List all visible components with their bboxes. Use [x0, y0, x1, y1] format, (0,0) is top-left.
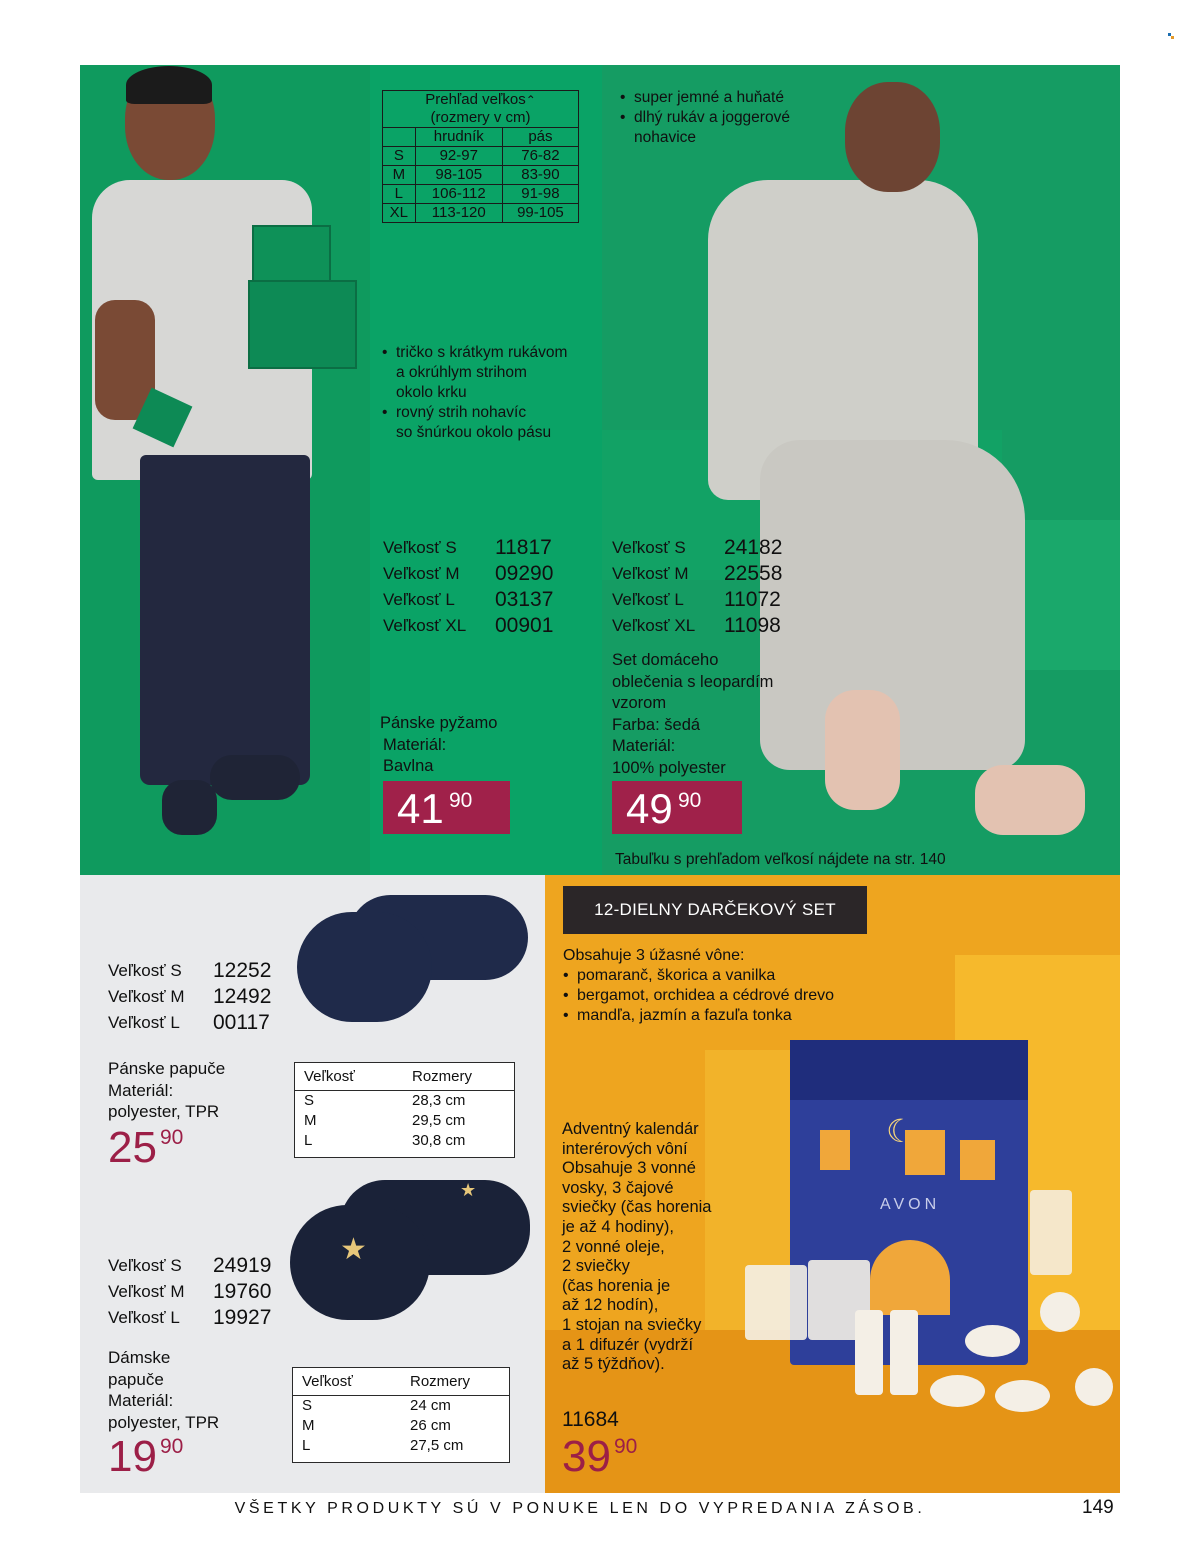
gift-box — [248, 280, 357, 369]
material-value: Bavlna — [383, 757, 434, 775]
dimension-row: S 24 cm — [302, 1397, 451, 1414]
material-label: Materiál: — [108, 1391, 174, 1410]
mens-slippers-dimensions: Veľkosť Rozmery S 28,3 cm M 29,5 cm L 30,8 cm — [294, 1062, 515, 1158]
mens-slippers-codes — [108, 958, 271, 1036]
dimension-row: M 29,5 cm — [304, 1112, 466, 1129]
oil-bottle — [855, 1310, 883, 1395]
moon-icon: ☾ — [886, 1113, 915, 1149]
size-chart-subtitle: (rozmery v cm) — [383, 109, 579, 128]
material-label: Materiál: — [108, 1080, 174, 1100]
product-name: vzorom — [612, 694, 667, 712]
size-chart-waist-header: pás — [502, 128, 578, 147]
product-color: Farba: šedá — [612, 715, 701, 734]
material-label: Materiál: — [612, 737, 676, 755]
size-code-row: Veľkosť L 00117 — [108, 1011, 270, 1034]
feature-item: so šnúrkou okolo pásu — [396, 424, 552, 441]
size-code-row: Veľkosť M 09290 — [383, 562, 554, 585]
product-name: Set domáceho — [612, 651, 719, 669]
tea-light — [995, 1380, 1050, 1412]
size-chart-row: L 106-112 91-98 — [383, 185, 579, 204]
material-value: 100% polyester — [612, 758, 726, 777]
material-label: Materiál: — [383, 735, 447, 754]
material-value: polyester, TPR — [108, 1102, 220, 1121]
size-code-row: Veľkosť XL 00901 — [383, 614, 554, 637]
woman-slipper — [825, 690, 900, 810]
gift-set-description: Adventný kalendár interérových vôní Obsahuje 3 vonné vosky, 3 čajové sviečky (čas horenia je až 4 hodiny), 2 vonné oleje, 2 sviečky (čas horenia je až 12 hodín), 1 stojan na sviečky a 1 difuzér (vydrží až 5 týždňov). — [562, 1120, 712, 1374]
feature-item: • rovný strih nohavíc — [382, 403, 567, 423]
mens-slipper-photo — [297, 912, 432, 1022]
dimension-row: L 27,5 cm — [302, 1437, 464, 1454]
product-name: Pánske pyžamo — [380, 714, 498, 732]
feature-item: • dlhý rukáv a joggerové — [620, 108, 790, 128]
page-number: 149 — [1082, 1497, 1114, 1518]
calendar-door — [870, 1240, 950, 1315]
dimension-row: L 30,8 cm — [304, 1132, 466, 1149]
mens-pyjama-description — [380, 713, 497, 778]
size-code-row: Veľkosť S 24919 — [108, 1254, 272, 1277]
dimension-row: M 26 cm — [302, 1417, 451, 1434]
size-code-row: Veľkosť M 19760 — [108, 1280, 272, 1303]
scents-intro: Obsahuje 3 úžasné vône: — [563, 947, 745, 964]
size-code-row: Veľkosť M 12492 — [108, 985, 272, 1008]
man-hair — [126, 66, 212, 104]
star-icon: ★ — [460, 1180, 477, 1200]
size-code-row: Veľkosť S 24182 — [612, 536, 783, 559]
size-code-row: Veľkosť S 12252 — [108, 959, 272, 982]
mens-slippers-description — [108, 1058, 225, 1123]
mens-pyjama-codes — [383, 535, 553, 639]
mens-pyjama-price: 41 90 — [383, 781, 510, 834]
product-name: oblečenia s leopardím — [612, 672, 774, 691]
gift-set-banner: 12-DIELNY DARČEKOVÝ SET — [563, 886, 867, 934]
womens-slippers-price: 19 90 — [108, 1432, 184, 1481]
star-icon: ★ — [340, 1233, 367, 1266]
tea-light — [930, 1375, 985, 1407]
wax-melt — [1040, 1292, 1080, 1332]
product-name: Dámske — [108, 1348, 171, 1367]
feature-item: a okrúhlym strihom — [396, 364, 527, 381]
feature-item: nohavice — [634, 129, 697, 146]
leopard-set-features — [620, 88, 790, 148]
man-pants — [140, 455, 310, 785]
womens-slippers-description — [108, 1347, 219, 1433]
wax-melt — [1075, 1368, 1113, 1406]
size-chart-chest-header: hrudník — [415, 128, 502, 147]
brand-logo: AVON — [880, 1196, 941, 1213]
dimension-row: S 28,3 cm — [304, 1092, 466, 1109]
woman-head — [845, 82, 940, 192]
woman-slipper — [975, 765, 1085, 835]
scent-item: • mandľa, jazmín a fazuľa tonka — [563, 1006, 834, 1026]
size-chart-row: S 92-97 76-82 — [383, 147, 579, 166]
feature-item: okolo krku — [396, 384, 467, 401]
material-value: polyester, TPR — [108, 1412, 220, 1432]
feature-item: • super jemné a huňaté — [620, 88, 790, 108]
scent-item: • pomaranč, škorica a vanilka — [563, 966, 834, 986]
leopard-set-price: 49 90 — [612, 781, 742, 834]
calendar-window — [820, 1130, 850, 1170]
size-code-row: Veľkosť L 03137 — [383, 588, 554, 611]
feature-item: • tričko s krátkym rukávom — [382, 343, 567, 363]
size-code-row: Veľkosť L 19927 — [108, 1306, 272, 1329]
size-table-reference: Tabuľku s prehľadom veľkosí nájdete na str. 140 — [615, 851, 946, 868]
tea-light — [965, 1325, 1020, 1357]
gift-set-code: 11684 — [562, 1408, 619, 1431]
man-slipper — [210, 755, 300, 800]
mens-slippers-price: 25 90 — [108, 1123, 184, 1172]
advent-calendar-roof — [790, 1040, 1028, 1100]
gift-set-scents — [563, 946, 834, 1026]
womens-slippers-dimensions: Veľkosť Rozmery S 24 cm M 26 cm L 27,5 cm — [292, 1367, 510, 1463]
man-slipper — [162, 780, 217, 835]
size-code-row: Veľkosť S 11817 — [383, 536, 552, 559]
diffuser-bottle — [1030, 1190, 1072, 1275]
size-code-row: Veľkosť M 22558 — [612, 562, 783, 585]
size-chart-row: M 98-105 83-90 — [383, 166, 579, 185]
corner-mark-icon — [1168, 33, 1174, 39]
size-chart-title: Prehľad veľkos⌃ — [383, 91, 579, 110]
gift-set-price: 39 90 — [562, 1432, 638, 1481]
scent-item: • bergamot, orchidea a cédrové drevo — [563, 986, 834, 1006]
size-chart — [382, 90, 579, 223]
oil-bottle — [890, 1310, 918, 1395]
womens-slippers-codes — [108, 1253, 271, 1331]
mens-pyjama-features — [382, 343, 567, 443]
product-name: Pánske papuče — [108, 1059, 226, 1078]
product-name: papuče — [108, 1369, 164, 1389]
footer-disclaimer: VŠETKY PRODUKTY SÚ V PONUKE LEN DO VYPREDANIA ZÁSOB. — [234, 1500, 926, 1517]
size-code-row: Veľkosť XL 11098 — [612, 614, 781, 637]
leopard-set-description — [612, 650, 773, 779]
size-chart-row: XL 113-120 99-105 — [383, 204, 579, 223]
leopard-set-codes — [612, 535, 782, 639]
size-code-row: Veľkosť L 11072 — [612, 588, 781, 611]
candle-jar — [745, 1265, 807, 1340]
calendar-window — [960, 1140, 995, 1180]
